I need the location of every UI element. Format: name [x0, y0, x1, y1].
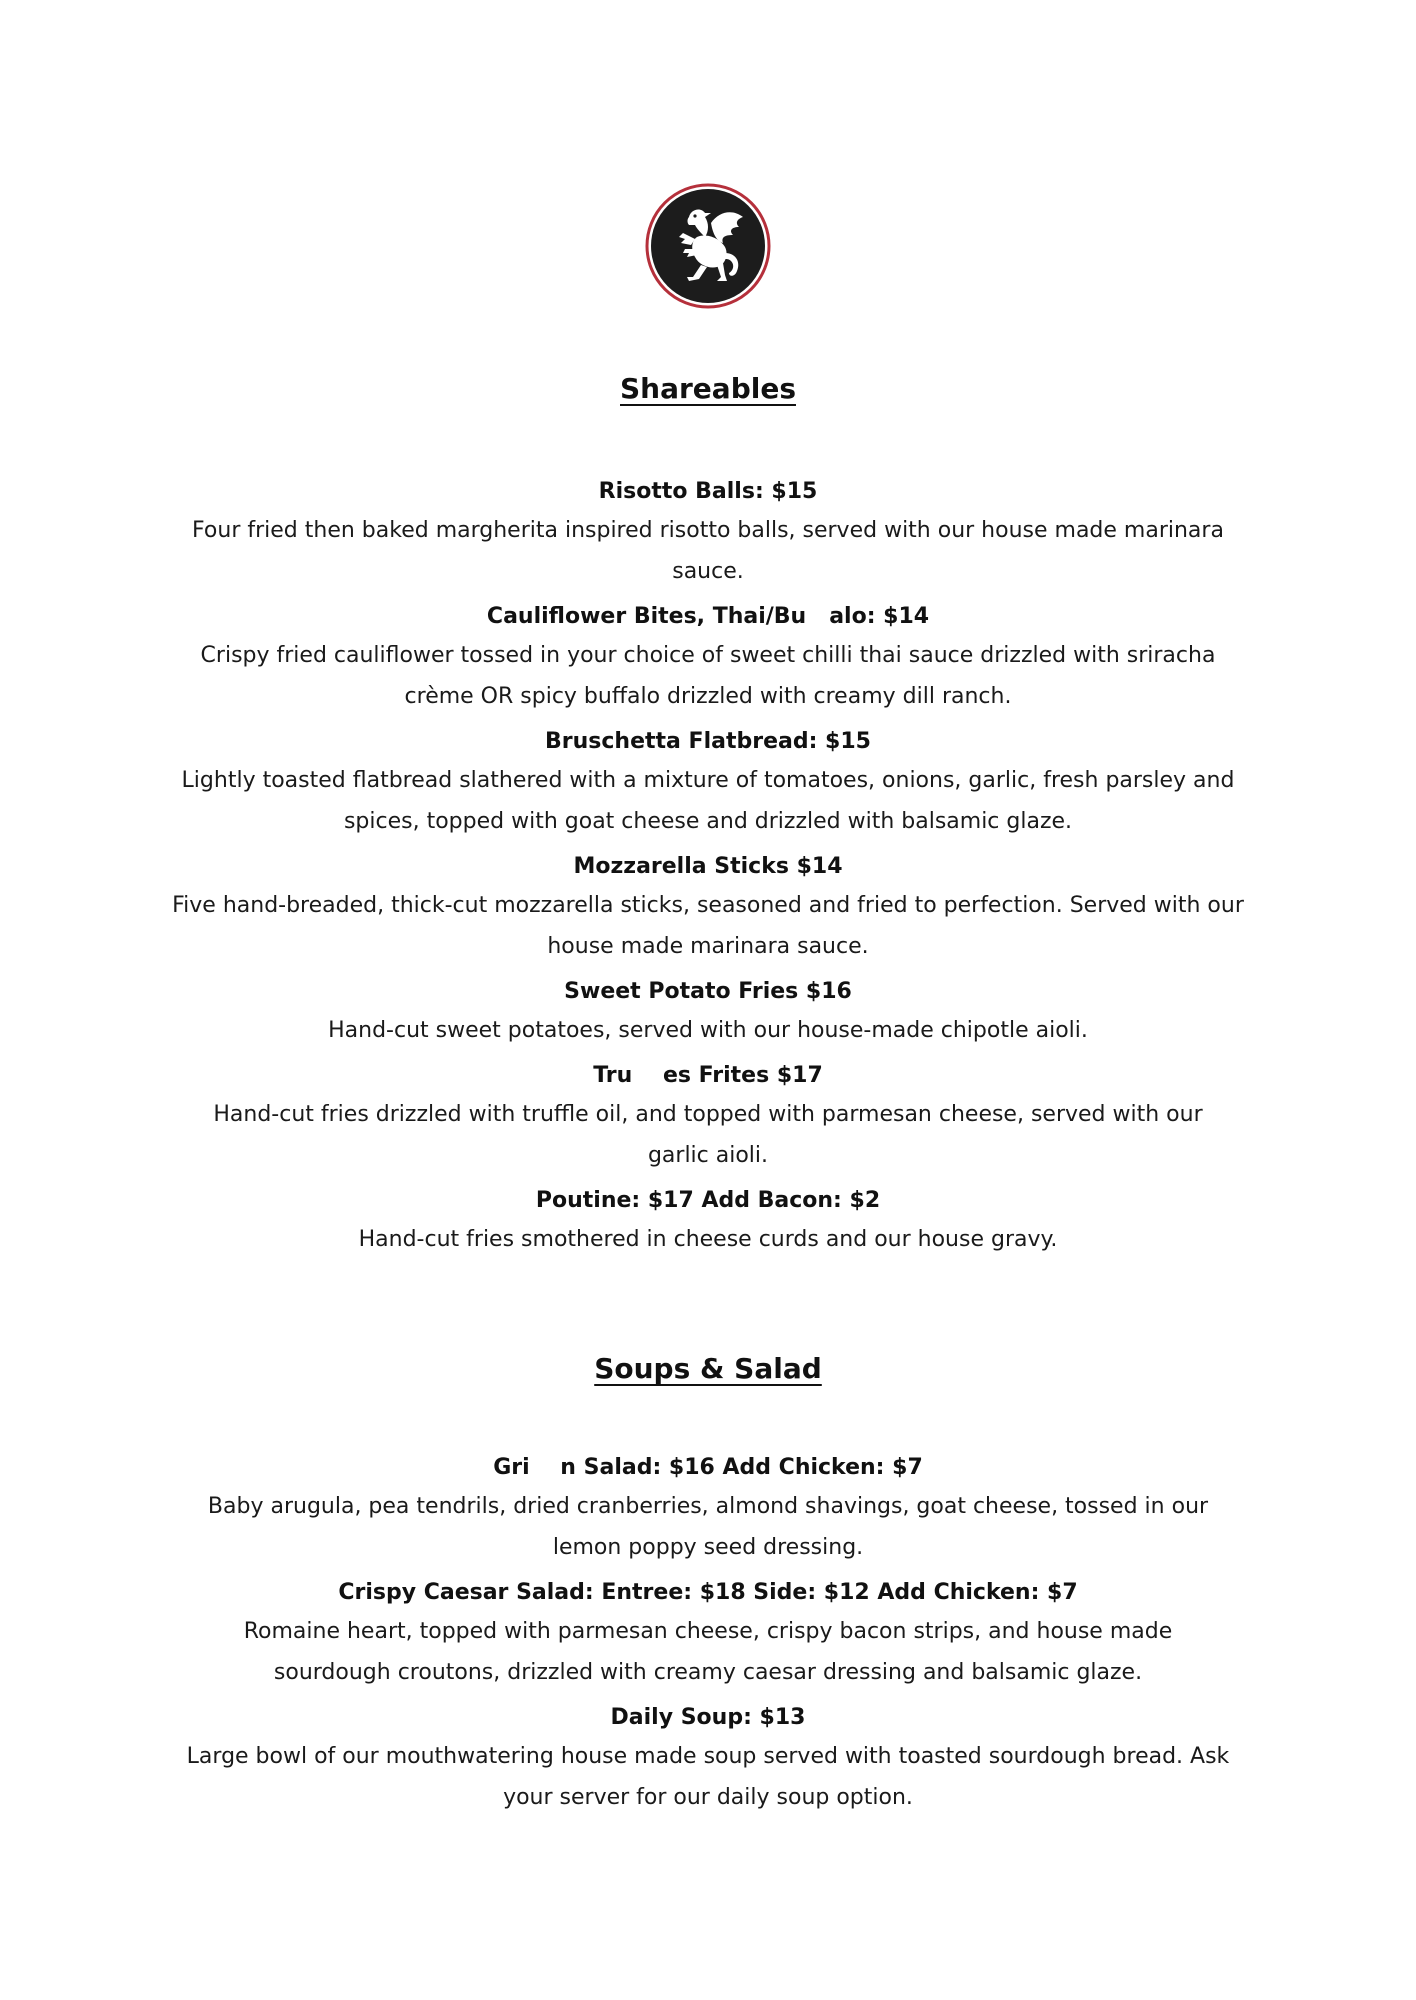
item-name: Risotto Balls: $15	[598, 479, 818, 504]
shareables-list	[160, 474, 1256, 1267]
item-description: Crispy fried cauliflower tossed in your choice of sweet chilli thai sauce drizzled with sriracha crème OR spicy buffalo drizzled with creamy dill ranch.	[200, 643, 1216, 709]
menu-item-risotto-balls	[160, 474, 1256, 592]
menu-item-daily-soup	[160, 1700, 1256, 1818]
griffin-crest-icon	[645, 183, 771, 309]
item-name: Crispy Caesar Salad: Entree: $18 Side: $12 Add Chicken: $7	[338, 1580, 1078, 1605]
item-name: Mozzarella Sticks $14	[573, 854, 843, 879]
item-name: Cauliflower Bites, Thai/Bu alo: $14	[486, 604, 930, 629]
menu-item-green-salad	[160, 1450, 1256, 1568]
menu-item-mozzarella-sticks	[160, 849, 1256, 967]
menu-item-poutine	[160, 1183, 1256, 1260]
item-name: Gri n Salad: $16 Add Chicken: $7	[493, 1455, 923, 1480]
item-description: Hand-cut sweet potatoes, served with our house-made chipotle aioli.	[328, 1018, 1088, 1043]
soups-salad-list	[160, 1450, 1256, 1825]
section-title-shareables: Shareables	[620, 372, 796, 405]
item-description: Romaine heart, topped with parmesan cheese, crispy bacon strips, and house made sourdough croutons, drizzled with creamy caesar dressing and balsamic glaze.	[243, 1619, 1173, 1685]
item-description: Hand-cut fries drizzled with truffle oil, and topped with parmesan cheese, served with our garlic aioli.	[213, 1102, 1203, 1168]
menu-item-caesar-salad	[160, 1575, 1256, 1693]
item-name: Bruschetta Flatbread: $15	[545, 729, 871, 754]
item-name: Poutine: $17 Add Bacon: $2	[535, 1188, 881, 1213]
item-description: Hand-cut fries smothered in cheese curds and our house gravy.	[358, 1227, 1058, 1252]
menu-item-truffle-frites	[160, 1058, 1256, 1176]
item-description: Five hand-breaded, thick-cut mozzarella sticks, seasoned and fried to perfection. Served with our house made marinara sauce.	[172, 893, 1244, 959]
item-description: Lightly toasted flatbread slathered with a mixture of tomatoes, onions, garlic, fresh parsley and spices, topped with goat cheese and drizzled with balsamic glaze.	[181, 768, 1235, 834]
menu-item-cauliflower-bites	[160, 599, 1256, 717]
item-name: Sweet Potato Fries $16	[564, 979, 852, 1004]
menu-item-bruschetta-flatbread	[160, 724, 1256, 842]
item-name: Tru es Frites $17	[593, 1063, 823, 1088]
item-description: Four fried then baked margherita inspired risotto balls, served with our house made marinara sauce.	[192, 518, 1224, 584]
section-title-soups-salad: Soups & Salad	[594, 1352, 822, 1385]
item-description: Large bowl of our mouthwatering house made soup served with toasted sourdough bread. Ask your server for our daily soup option.	[186, 1744, 1230, 1810]
item-description: Baby arugula, pea tendrils, dried cranberries, almond shavings, goat cheese, tossed in our lemon poppy seed dressing.	[207, 1494, 1209, 1560]
item-name: Daily Soup: $13	[610, 1705, 806, 1730]
menu-item-sweet-potato-fries	[160, 974, 1256, 1051]
